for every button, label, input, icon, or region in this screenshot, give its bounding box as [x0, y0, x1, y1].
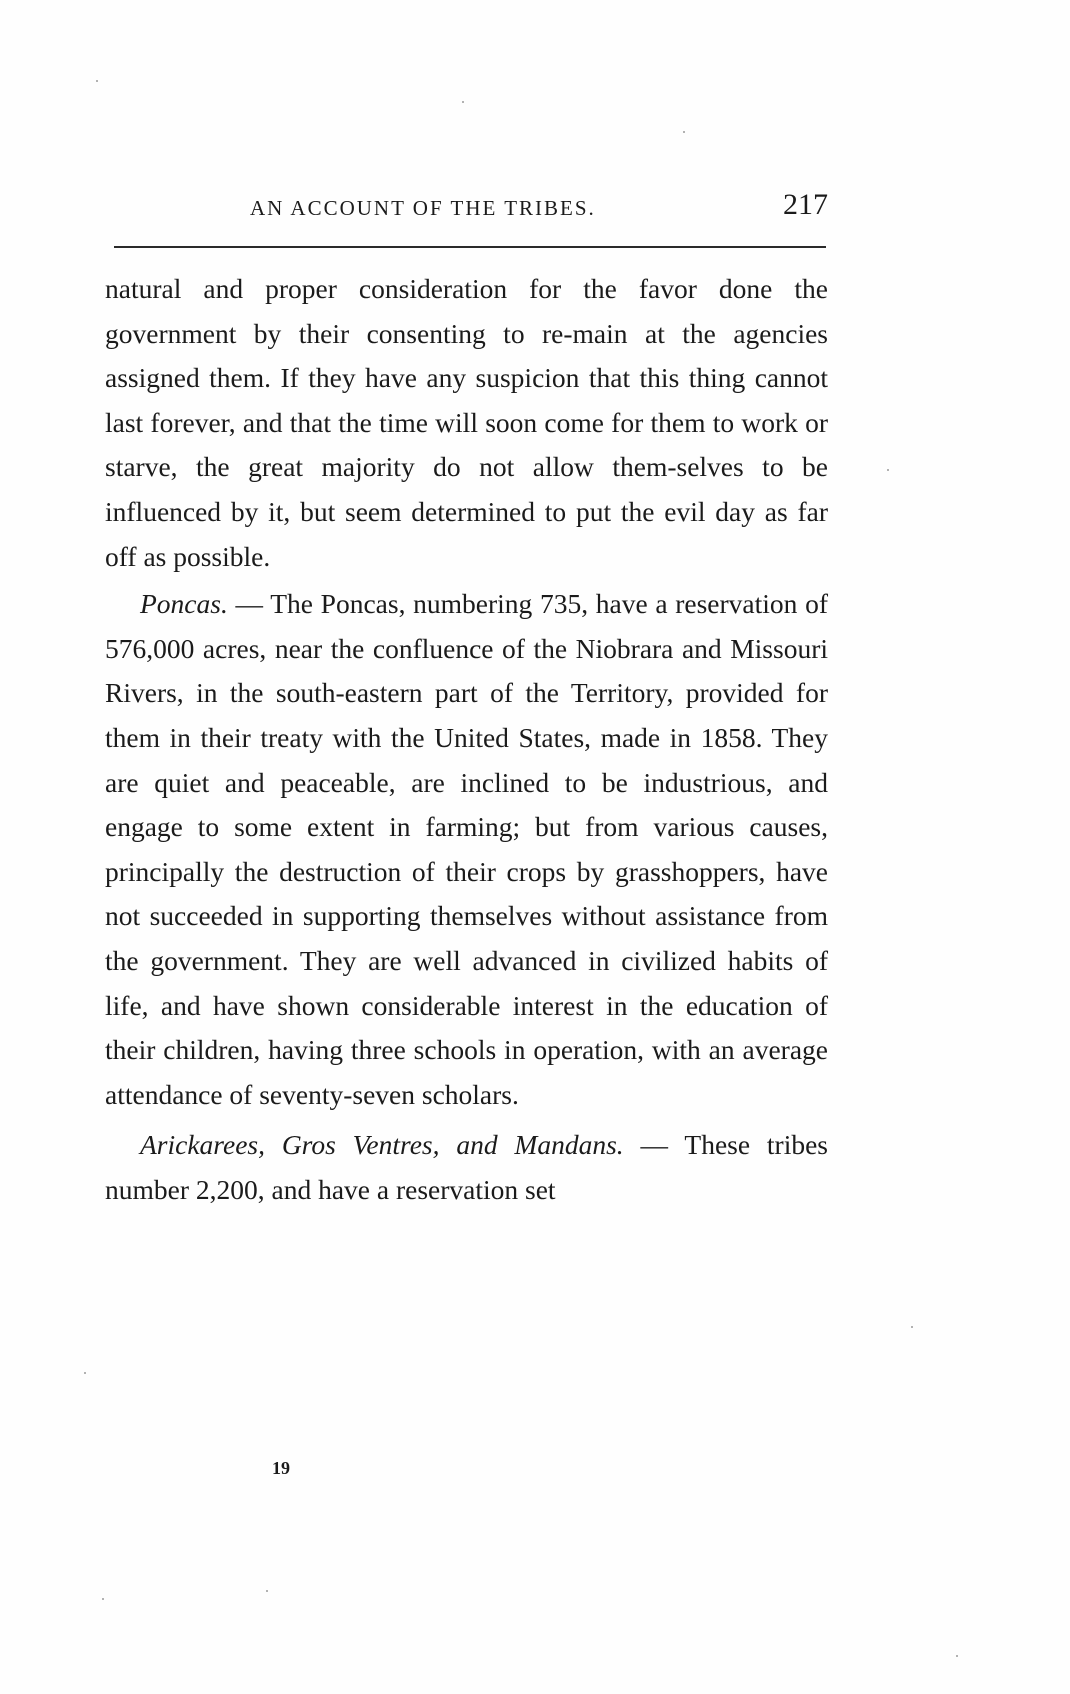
- paragraph-text-arickarees: These tribes number 2,200, and have a reservation set: [105, 1129, 828, 1205]
- paragraph-poncas: [105, 582, 828, 1117]
- paper-speck: [96, 80, 98, 82]
- paragraph-text-poncas: The Poncas, numbering 735, have a reservation of 576,000 acres, near the confluence of the Niobrara and Missouri Rivers, in the south-eastern part of the Territory, provided for them in their treaty with the United States, made in 1858. They are quiet and peaceable, are inclined to be industrious, and engage to some extent in farming; but from various causes, principally the destruction of their crops by grasshoppers, have not succeeded in supporting themselves without assistance from the government. They are well advanced in civilized habits of life, and have shown considerable interest in the education of their children, having three schools in operation, with an average attendance of seventy-seven scholars.: [105, 588, 828, 1110]
- paper-speck: [911, 1326, 913, 1328]
- paragraph-continuation: natural and proper consideration for the favor done the government by their consenting to re-main at the agencies assigned them. If they have any suspicion that this thing cannot last forever, and that the time will soon come for them to work or starve, the great majority do not allow them-selves to be influenced by it, but seem determined to put the evil day as far off as possible.: [105, 273, 828, 572]
- header-rule: [114, 246, 826, 248]
- heading-dash: —: [623, 1129, 685, 1161]
- heading-dash: —: [227, 588, 271, 620]
- paragraph-heading-arickarees: Arickarees, Gros Ventres, and Mandans.: [140, 1129, 624, 1161]
- paper-speck: [887, 469, 889, 471]
- running-title: AN ACCOUNT OF THE TRIBES.: [250, 196, 596, 220]
- paragraph-heading-poncas: Poncas.: [140, 588, 228, 620]
- paragraph-arickarees: [105, 1123, 828, 1212]
- paper-speck: [956, 1655, 958, 1657]
- running-head: [112, 188, 828, 228]
- paper-speck: [683, 131, 685, 133]
- body-text: [105, 267, 828, 1212]
- paper-speck: [102, 1598, 104, 1600]
- page-number: 217: [783, 188, 828, 221]
- paper-speck: [462, 101, 464, 103]
- signature-mark: 19: [272, 1458, 290, 1478]
- paper-speck: [84, 1372, 86, 1374]
- paper-speck: [266, 1590, 268, 1592]
